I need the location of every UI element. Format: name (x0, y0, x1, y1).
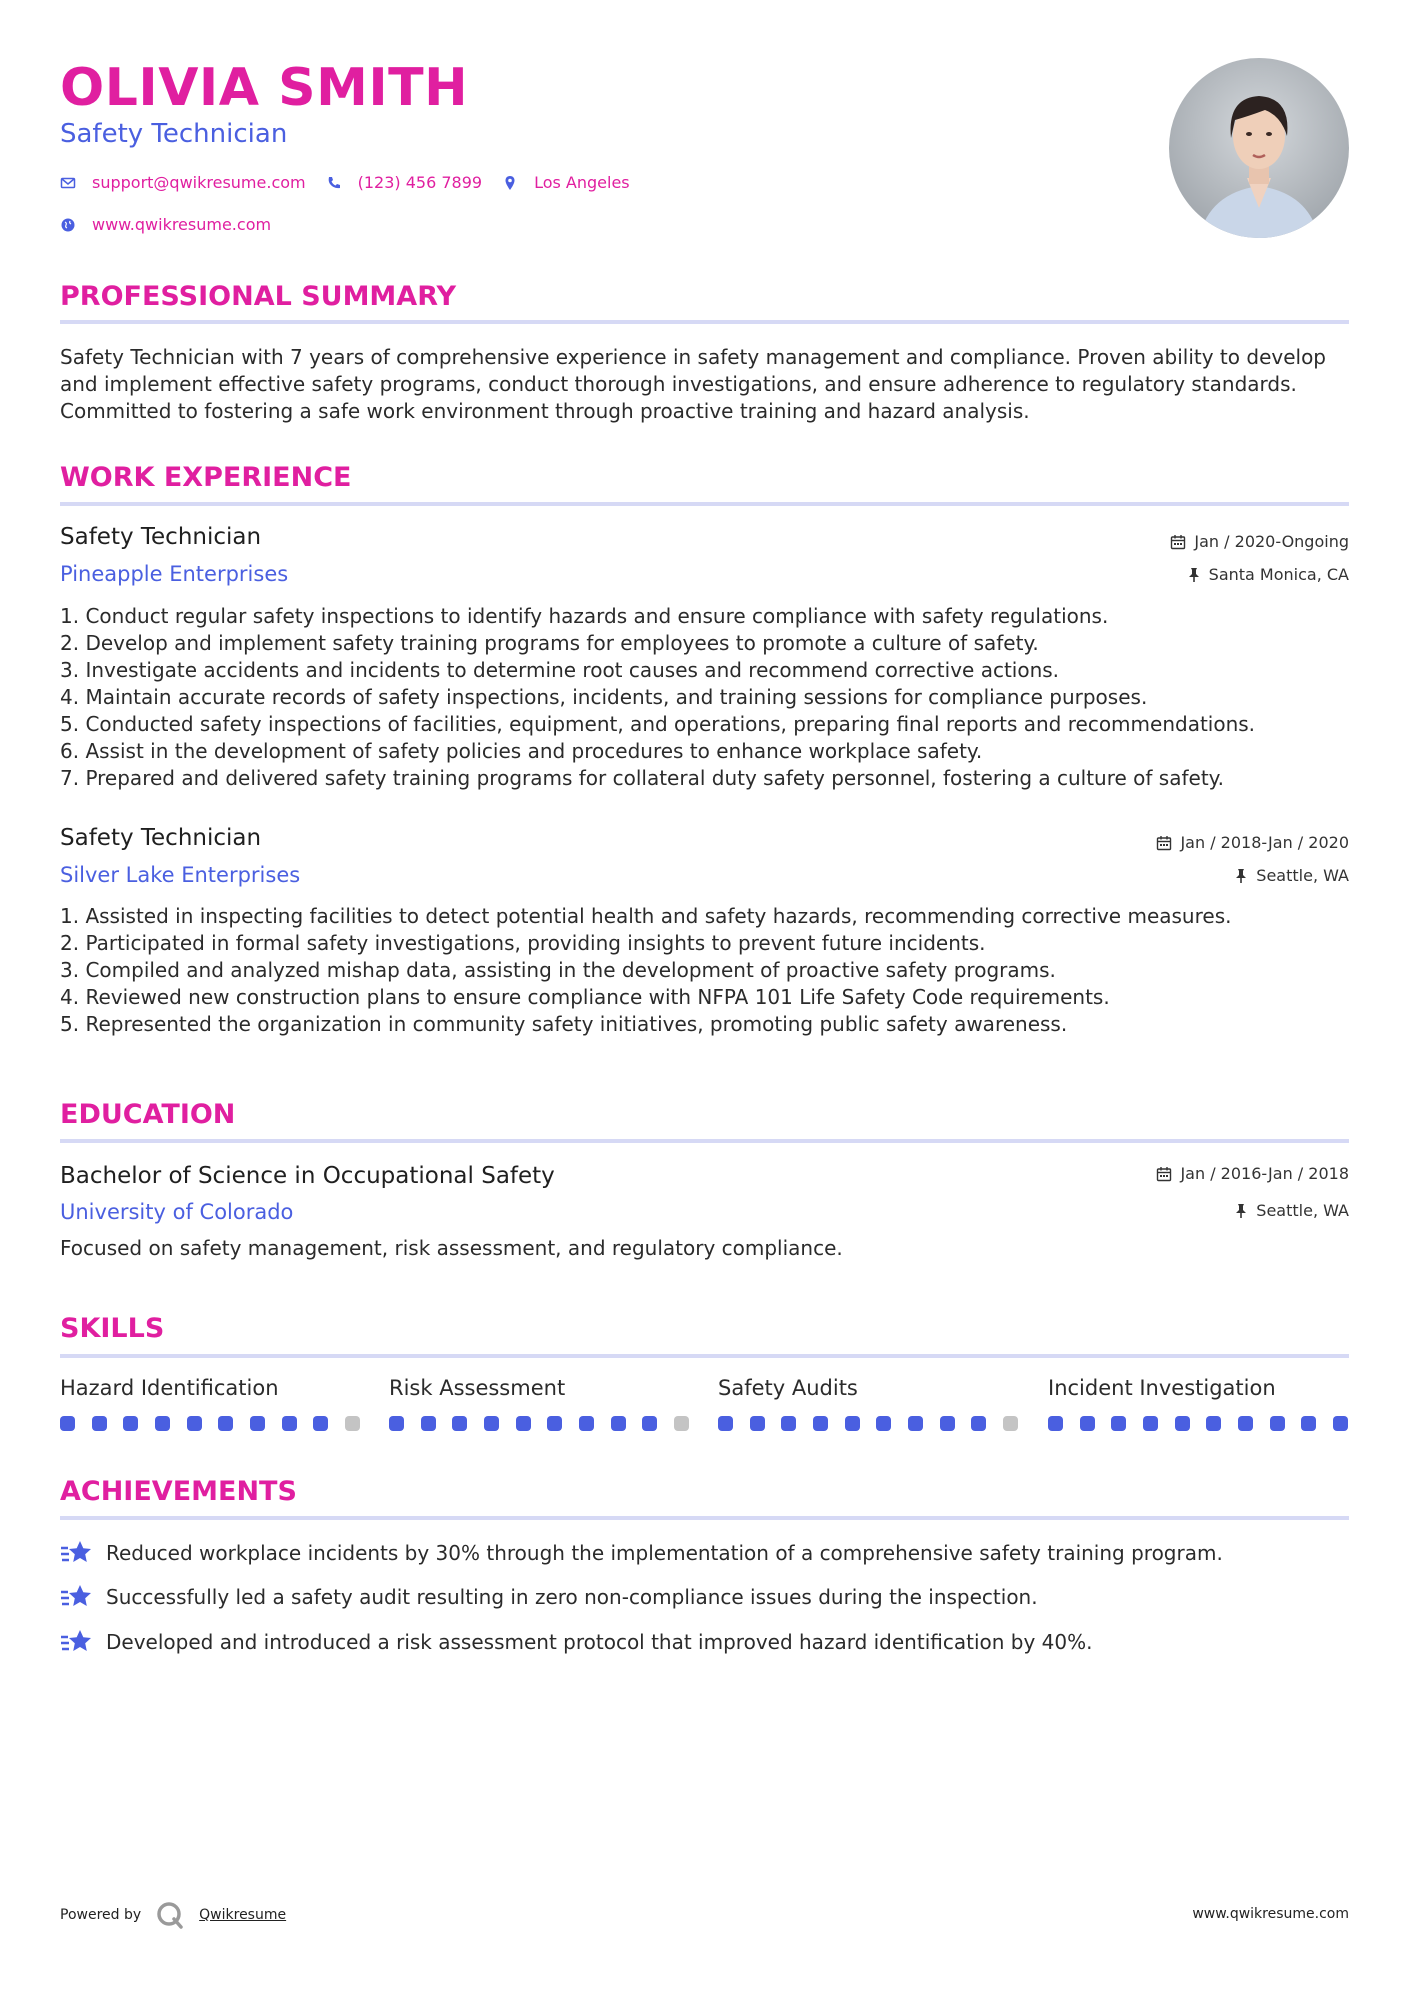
skill-dot-filled (452, 1416, 467, 1431)
skill-dot-filled (547, 1416, 562, 1431)
skill-dot-filled (484, 1416, 499, 1431)
list-item: 2. Participated in formal safety investigations, providing insights to prevent future incidents. (60, 931, 986, 955)
skill-dot-filled (845, 1416, 860, 1431)
skill-dot-filled (1333, 1416, 1348, 1431)
education-description: Focused on safety management, risk assessment, and regulatory compliance. (60, 1236, 843, 1260)
skills-heading: SKILLS (60, 1313, 165, 1344)
skill-dot-filled (750, 1416, 765, 1431)
skill-dot-filled (1206, 1416, 1221, 1431)
skill-dot-filled (421, 1416, 436, 1431)
skill-dot-filled (579, 1416, 594, 1431)
skill-dot-filled (1143, 1416, 1158, 1431)
education-dates-text: Jan / 2016-Jan / 2018 (1180, 1164, 1349, 1183)
skill-dot-filled (876, 1416, 891, 1431)
website-text: www.qwikresume.com (92, 215, 272, 234)
skill-dot-filled (187, 1416, 202, 1431)
skill-dot-filled (971, 1416, 986, 1431)
resume-page (60, 0, 1349, 1990)
job-1-bullets (60, 603, 1349, 792)
achievements-divider (60, 1516, 1349, 1520)
achievement-item (60, 1583, 1038, 1611)
contact-row-1 (60, 173, 650, 192)
skill-label: Safety Audits (718, 1376, 858, 1400)
achievement-text: Successfully led a safety audit resulting in zero non-compliance issues during the inspection. (106, 1584, 1038, 1609)
education-divider (60, 1139, 1349, 1143)
skill-dot-filled (940, 1416, 955, 1431)
education-degree: Bachelor of Science in Occupational Safety (60, 1163, 555, 1189)
job-1-location (1187, 564, 1349, 586)
qwikresume-logo-icon (155, 1900, 185, 1930)
skill-dot-filled (718, 1416, 733, 1431)
phone-icon (326, 175, 342, 191)
list-item: 6. Assist in the development of safety policies and procedures to enhance workplace safety. (60, 739, 983, 763)
skill-dot-filled (250, 1416, 265, 1431)
contact-email[interactable] (60, 173, 306, 192)
summary-heading: PROFESSIONAL SUMMARY (60, 281, 457, 312)
skill-item (389, 1374, 689, 1431)
job-1-company: Pineapple Enterprises (60, 562, 289, 586)
job-2-dates-text: Jan / 2018-Jan / 2020 (1180, 833, 1349, 852)
education-location-text: Seattle, WA (1256, 1201, 1349, 1220)
skill-dot-filled (389, 1416, 404, 1431)
skill-dot-filled (642, 1416, 657, 1431)
skill-item (1048, 1374, 1348, 1431)
location-text: Los Angeles (534, 173, 630, 192)
phone-text: (123) 456 7899 (357, 173, 483, 192)
job-1-location-text: Santa Monica, CA (1208, 565, 1349, 584)
envelope-icon (60, 175, 76, 191)
job-2-company: Silver Lake Enterprises (60, 863, 301, 887)
job-1-dates-text: Jan / 2020-Ongoing (1194, 532, 1349, 551)
skill-dot-filled (282, 1416, 297, 1431)
experience-divider (60, 502, 1349, 506)
pin-icon (1234, 1203, 1248, 1219)
job-1-title: Safety Technician (60, 524, 262, 550)
skill-dot-filled (1111, 1416, 1126, 1431)
list-item: 3. Investigate accidents and incidents to determine root causes and recommend corrective actions. (60, 658, 1060, 682)
skill-dot-filled (1048, 1416, 1063, 1431)
list-item: 3. Compiled and analyzed mishap data, assisting in the development of proactive safety programs. (60, 958, 1056, 982)
job-2-dates (1156, 832, 1349, 854)
skill-dot-filled (218, 1416, 233, 1431)
star-badge-icon (60, 1628, 94, 1656)
candidate-title: Safety Technician (60, 119, 288, 149)
list-item: 1. Conduct regular safety inspections to identify hazards and ensure compliance with safety regulations. (60, 604, 1109, 628)
contact-phone[interactable] (326, 173, 482, 192)
profile-photo (1169, 58, 1349, 238)
list-item: 4. Reviewed new construction plans to ensure compliance with NFPA 101 Life Safety Code requirements. (60, 985, 1110, 1009)
education-dates (1156, 1163, 1349, 1185)
education-location (1234, 1200, 1349, 1222)
skill-level-dots (389, 1416, 689, 1431)
education-school: University of Colorado (60, 1200, 294, 1224)
list-item: 1. Assisted in inspecting facilities to detect potential health and safety hazards, recommending corrective measures. (60, 904, 1232, 928)
summary-text: Safety Technician with 7 years of comprehensive experience in safety management and compliance. Proven ability to develop and implement effective safety programs, conduct thorough investigations, and ensure adherence to regulatory standards. Committed to fostering a safe work environment through proactive training and hazard analysis. (60, 345, 1326, 423)
skill-dot-filled (813, 1416, 828, 1431)
skill-dot-filled (781, 1416, 796, 1431)
list-item: 7. Prepared and delivered safety training programs for collateral duty safety personnel, fostering a culture of safety. (60, 766, 1225, 790)
achievement-text: Developed and introduced a risk assessment protocol that improved hazard identification by 40%. (106, 1629, 1093, 1654)
star-badge-icon (60, 1539, 94, 1567)
calendar-icon (1156, 835, 1172, 851)
calendar-icon (1156, 1166, 1172, 1182)
skill-dot-filled (1270, 1416, 1285, 1431)
contact-location (502, 173, 630, 192)
job-1-dates (1170, 531, 1349, 553)
skill-level-dots (718, 1416, 1018, 1431)
skill-dot-filled (123, 1416, 138, 1431)
skill-dot-filled (516, 1416, 531, 1431)
skill-label: Incident Investigation (1048, 1376, 1276, 1400)
footer-powered-by (60, 1900, 286, 1930)
list-item: 5. Conducted safety inspections of facilities, equipment, and operations, preparing final reports and recommendations. (60, 712, 1256, 736)
skill-dot-empty (345, 1416, 360, 1431)
job-2-location-text: Seattle, WA (1256, 866, 1349, 885)
contact-website[interactable] (60, 215, 271, 234)
pin-icon (1187, 567, 1201, 583)
job-2-title: Safety Technician (60, 825, 262, 851)
job-2-bullets (60, 903, 1349, 1038)
skill-dot-filled (60, 1416, 75, 1431)
skill-item (718, 1374, 1018, 1431)
skill-dot-filled (611, 1416, 626, 1431)
candidate-name: OLIVIA SMITH (60, 58, 469, 118)
list-item: 4. Maintain accurate records of safety inspections, incidents, and training sessions for compliance purposes. (60, 685, 1148, 709)
list-item: 5. Represented the organization in community safety initiatives, promoting public safety awareness. (60, 1012, 1068, 1036)
skill-dot-filled (155, 1416, 170, 1431)
skill-dot-filled (1175, 1416, 1190, 1431)
skill-label: Hazard Identification (60, 1376, 279, 1400)
skill-level-dots (60, 1416, 360, 1431)
pin-icon (1234, 868, 1248, 884)
skill-dot-filled (92, 1416, 107, 1431)
summary-divider (60, 320, 1349, 324)
skill-dot-filled (313, 1416, 328, 1431)
footer-website[interactable]: www.qwikresume.com (1192, 1906, 1349, 1922)
map-pin-icon (502, 175, 518, 191)
skill-dot-filled (1238, 1416, 1253, 1431)
globe-icon (60, 217, 76, 233)
skill-label: Risk Assessment (389, 1376, 566, 1400)
experience-heading: WORK EXPERIENCE (60, 462, 352, 493)
skill-dot-filled (1080, 1416, 1095, 1431)
calendar-icon (1170, 534, 1186, 550)
achievements-heading: ACHIEVEMENTS (60, 1476, 297, 1507)
skill-dot-filled (908, 1416, 923, 1431)
email-text: support@qwikresume.com (92, 173, 306, 192)
job-2-location (1234, 865, 1349, 887)
powered-by-label: Powered by (60, 1907, 142, 1923)
achievement-text: Reduced workplace incidents by 30% through the implementation of a comprehensive safety training program. (106, 1540, 1223, 1565)
achievement-item (60, 1539, 1223, 1567)
education-heading: EDUCATION (60, 1099, 236, 1130)
skill-dot-empty (674, 1416, 689, 1431)
list-item: 2. Develop and implement safety training programs for employees to promote a culture of safety. (60, 631, 1039, 655)
achievement-item (60, 1628, 1092, 1656)
skill-dot-empty (1003, 1416, 1018, 1431)
qwikresume-brand-link[interactable]: Qwikresume (199, 1907, 287, 1923)
skill-item (60, 1374, 360, 1431)
contact-row-2 (60, 215, 291, 234)
skills-divider (60, 1354, 1349, 1358)
star-badge-icon (60, 1583, 94, 1611)
skill-level-dots (1048, 1416, 1348, 1431)
skill-dot-filled (1301, 1416, 1316, 1431)
